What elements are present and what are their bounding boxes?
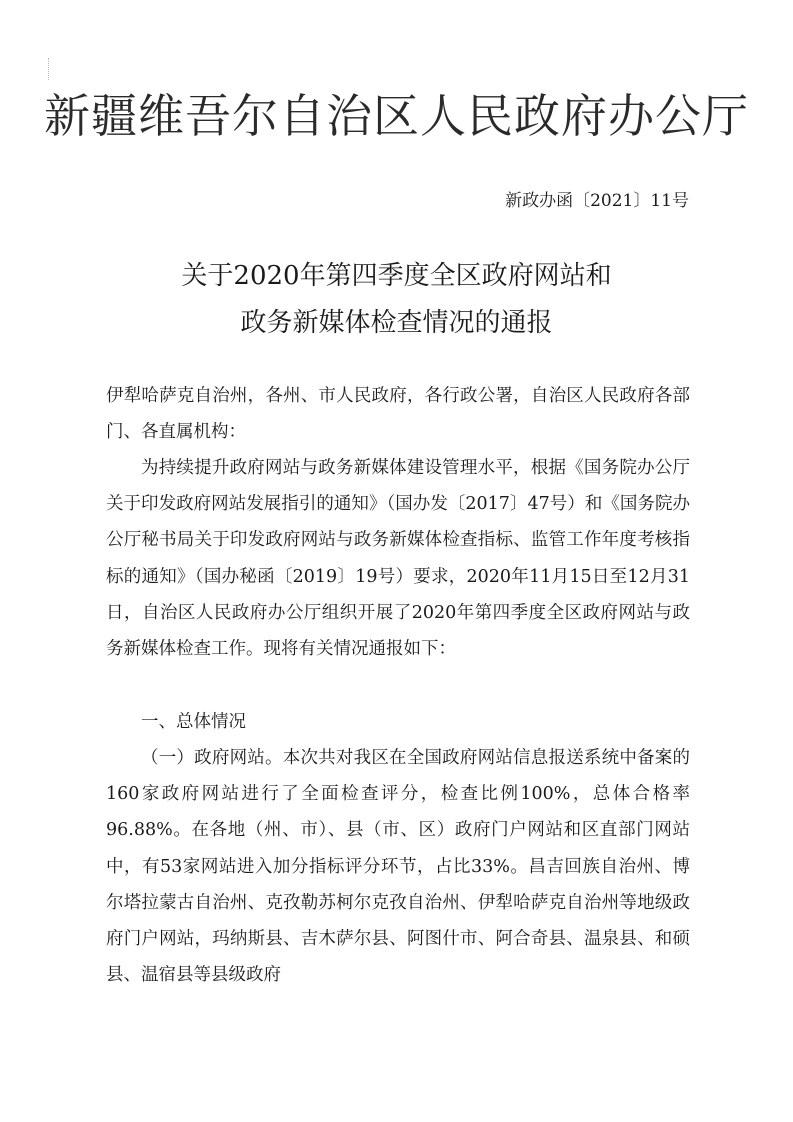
issuing-authority-header: 新疆维吾尔自治区人民政府办公厅 xyxy=(44,89,749,143)
section-1-heading: 一、总体情况 xyxy=(141,712,246,732)
intro-paragraph: 为持续提升政府网站与政务新媒体建设管理水平，根据《国务院办公厅关于印发政府网站发展指引的通知》（国办发〔2017〕47号）和《国务院办公厅秘书局关于印发政府网站与政务新媒体检查指标、监管工作年度考核指标的通知》（国办秘函〔2019〕19号）要求，2020年11月15日至12月31日，自治区人民政府办公厅组织开展了2020年第四季度全区政府网站与政务新媒体检查工作。现将有关情况通报如下： xyxy=(106,458,690,660)
document-title-line-2: 政务新媒体检查情况的通报 xyxy=(240,308,553,338)
subsection-text: 本次共对我区在全国政府网站信息报送系统中备案的160家政府网站进行了全面检查评分，检查比例100%，总体合格率96.88%。在各地（州、市）、县（市、区）政府门户网站和区直部门网站中，有53家网站进入加分指标评分环节，占比33%。昌吉回族自治州、博尔塔拉蒙古自治州、克孜勒苏柯尔克孜自治州、伊犁哈萨克自治州等地级政府门户网站，玛纳斯县、吉木萨尔县、阿图什市、阿合奇县、温泉县、和硕县、温宿县等县级政府 xyxy=(106,748,690,986)
subsection-label: （一）政府网站。 xyxy=(141,748,283,768)
addressee-paragraph: 伊犁哈萨克自治州，各州、市人民政府，各行政公署，自治区人民政府各部门、各直属机构： xyxy=(106,386,690,443)
document-title-line-1: 关于2020年第四季度全区政府网站和 xyxy=(181,261,612,291)
subsection-government-websites xyxy=(106,740,690,993)
document-number: 新政办函〔2021〕11号 xyxy=(505,191,689,211)
margin-mark xyxy=(48,58,51,80)
